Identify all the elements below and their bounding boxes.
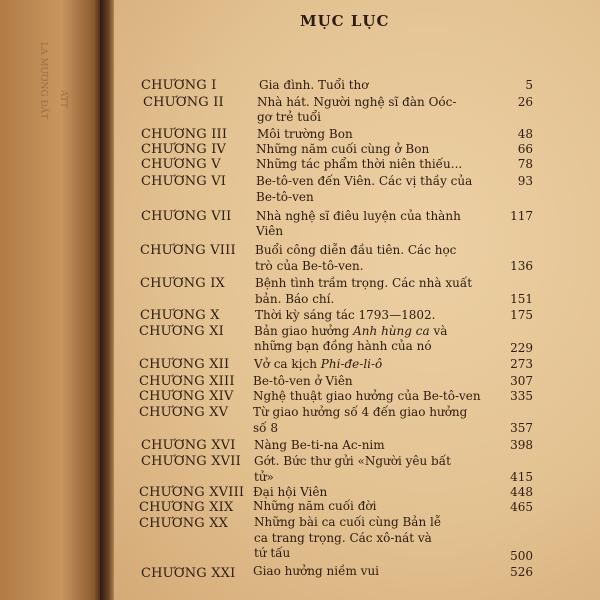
chapter-label: CHƯƠNG X (140, 308, 220, 323)
chapter-title: Những bài ca cuối cùng Bản lễ (254, 515, 442, 529)
chapter-label: CHƯƠNG III (141, 127, 228, 142)
page-number: 307 (510, 374, 533, 388)
page-number: 415 (510, 470, 533, 484)
chapter-title: Giao hưởng niềm vui (253, 564, 380, 578)
page-number: 66 (517, 142, 533, 156)
chapter-title: Nàng Be-ti-na Ac-nim (254, 438, 385, 452)
chapter-title-line-2: trò của Be-tô-ven. (255, 259, 364, 273)
chapter-label: CHƯƠNG IV (141, 142, 227, 157)
chapter-title-part: Bản giao hưởng (254, 324, 354, 338)
chapter-title: Nhà nghệ sĩ điêu luyện của thành (256, 209, 461, 223)
chapter-title (254, 357, 382, 371)
page-number: 229 (510, 341, 533, 355)
page-number: 5 (525, 78, 533, 92)
page-number: 151 (510, 292, 533, 306)
chapter-title-line-2: Be-tô-ven (256, 190, 314, 204)
chapter-title-line-2: bản. Báo chí. (255, 292, 335, 306)
chapter-title: Đại hội Viên (253, 485, 328, 499)
chapter-title: Môi trường Bon (257, 127, 353, 141)
page-number: 48 (517, 127, 533, 141)
left-page-ghost-text-1: LA MƯƠNG ĐẤT (38, 42, 48, 120)
chapter-title: Be-tô-ven ở Viên (253, 374, 353, 388)
chapter-title: Bệnh tình trầm trọng. Các nhà xuất (255, 276, 473, 290)
page-number: 335 (510, 389, 533, 403)
page-number: 448 (510, 485, 533, 499)
page-number: 526 (510, 565, 533, 579)
chapter-title: Gớt. Bức thư gửi «Người yêu bất (254, 454, 451, 468)
page-number: 357 (510, 421, 533, 435)
chapter-title: Những năm cuối đời (253, 499, 377, 513)
chapter-title-line-2: số 8 (253, 421, 278, 435)
chapter-title (254, 324, 447, 338)
chapter-title-line-2: gơ trẻ tuổi (257, 110, 321, 124)
chapter-title: Từ giao hưởng số 4 đến giao hưởng (253, 405, 468, 419)
chapter-label: CHƯƠNG XVI (141, 438, 236, 453)
chapter-label: CHƯƠNG XVII (141, 454, 241, 469)
page-number: 175 (510, 308, 533, 322)
chapter-title-line-2: ca trang trọng. Các xô-nát và (254, 531, 432, 545)
chapter-title: Thời kỳ sáng tác 1793—1802. (255, 308, 436, 322)
chapter-label: CHƯƠNG XII (139, 357, 230, 372)
chapter-title: Những tác phẩm thời niên thiếu... (256, 157, 463, 171)
chapter-title-part: và (429, 324, 448, 338)
page-number: 117 (510, 209, 533, 223)
page-number: 398 (510, 438, 533, 452)
chapter-title-line-3: tứ tấu (254, 546, 291, 560)
chapter-label: CHƯƠNG XX (139, 516, 229, 531)
left-page-ghost-text-2: ATT (58, 90, 68, 109)
chapter-title: Những năm cuối cùng ở Bon (256, 142, 430, 156)
chapter-label: CHƯƠNG XV (139, 405, 229, 420)
chapter-title: Gia đình. Tuổi thơ (259, 78, 369, 92)
page-number: 273 (510, 357, 533, 371)
chapter-title-line-2: Viên (256, 224, 284, 238)
chapter-label: CHƯƠNG XIII (139, 374, 235, 389)
work-title: Phi-đe-li-ô (320, 357, 383, 371)
chapter-title: Nghệ thuật giao hưởng của Be-tô-ven (253, 389, 481, 403)
page-number: 500 (510, 549, 533, 563)
chapter-label: CHƯƠNG VII (141, 209, 232, 224)
chapter-label: CHƯƠNG IX (140, 276, 225, 291)
chapter-label: CHƯƠNG VIII (140, 243, 236, 258)
chapter-title-part: Vở ca kịch (254, 357, 321, 371)
chapter-title-line-2: những bạn đồng hành của nó (254, 339, 432, 353)
page-title: MỤC LỤC (300, 12, 390, 30)
chapter-label: CHƯƠNG V (141, 157, 221, 172)
chapter-title: Buổi công diễn đầu tiên. Các học (255, 243, 457, 257)
page-number: 93 (517, 174, 533, 188)
chapter-label: CHƯƠNG XIX (139, 500, 234, 515)
chapter-label: CHƯƠNG XI (139, 324, 224, 339)
chapter-label: CHƯƠNG XXI (141, 566, 236, 581)
chapter-title-line-2: tử» (254, 470, 274, 484)
chapter-label: CHƯƠNG II (143, 95, 224, 110)
page-number: 78 (517, 157, 533, 171)
page-number: 136 (510, 259, 533, 273)
chapter-label: CHƯƠNG VI (141, 174, 227, 189)
chapter-title: Nhà hát. Người nghệ sĩ đàn Oóc- (257, 95, 457, 109)
page-number: 26 (517, 95, 533, 109)
work-title: Anh hùng ca (353, 324, 430, 338)
chapter-label: CHƯƠNG XVIII (139, 485, 245, 500)
page-number: 465 (510, 500, 533, 514)
chapter-title: Be-tô-ven đến Viên. Các vị thầy của (256, 174, 473, 188)
chapter-label: CHƯƠNG I (141, 78, 217, 93)
chapter-label: CHƯƠNG XIV (139, 389, 234, 404)
